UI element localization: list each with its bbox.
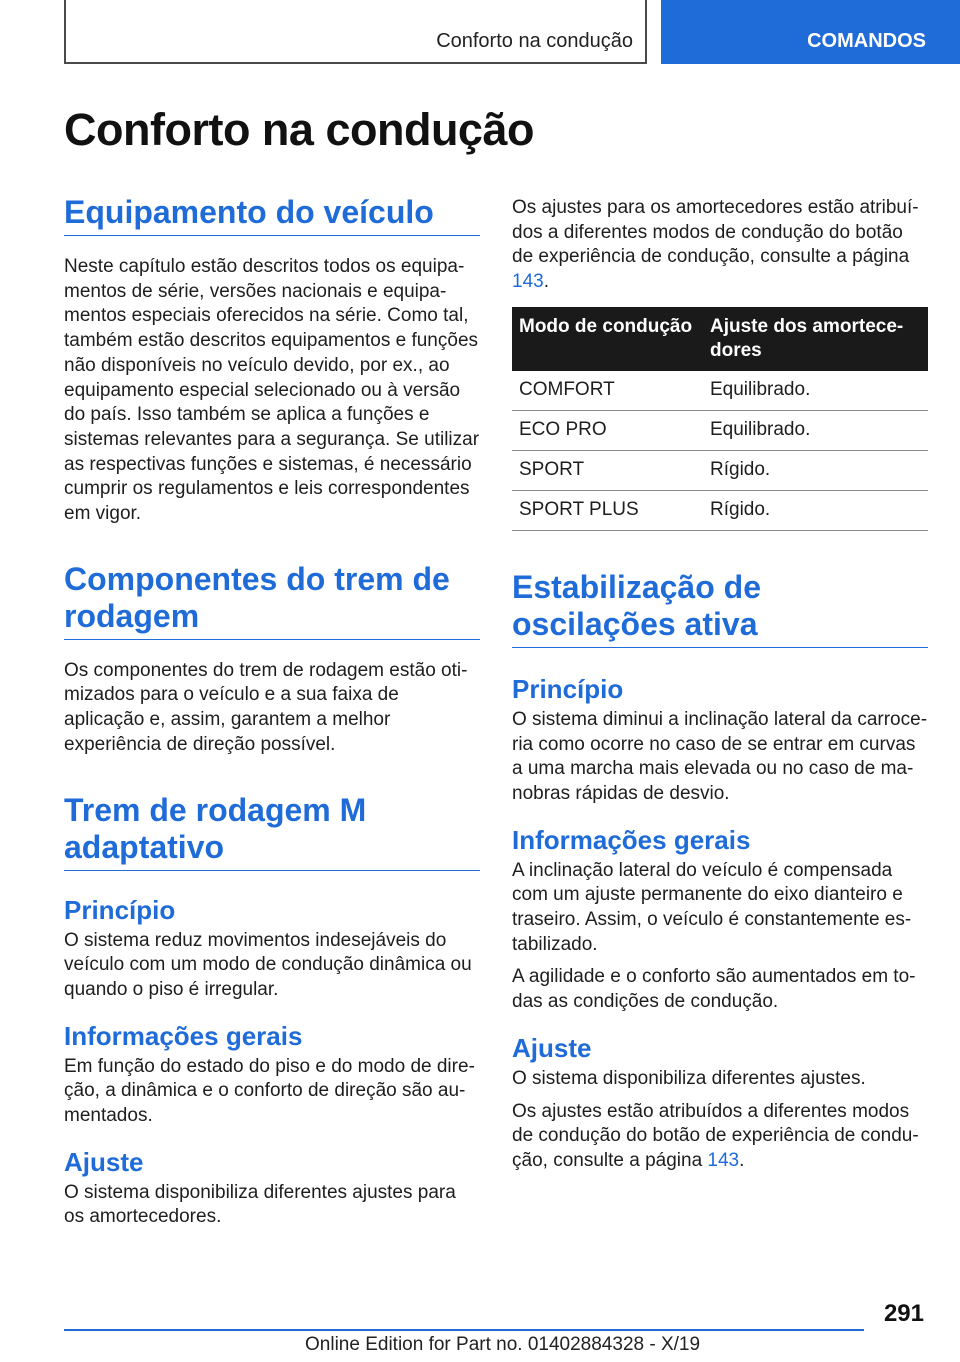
table-header-mode: Modo de condução xyxy=(512,307,703,371)
text-damper-intro xyxy=(512,196,928,295)
subheading-adjustment: Ajuste xyxy=(64,1146,144,1177)
section-text-equipment: Neste capítulo estão descritos todos os equipamentos de série, versões nacionais e equipamentos especiais oferecidos na série. Como tal, também estão descritos equipamentos e funções não disponíveis no veículo devido, por ex., ao equipamento especial selecionado ou à versão do país. Isso também se aplica a funções e sistemas relevantes para a segurança. Se utilizar as respectivas funções e sistemas, é necessário cumprir os regulamentos e leis correspondentes em vigor. xyxy=(64,256,480,525)
table-cell-setting: Equilibrado. xyxy=(703,410,928,450)
table-cell-setting: Rígido. xyxy=(703,450,928,490)
footer-edition: Online Edition for Part no. 01402884328 - X/19 xyxy=(305,1334,701,1355)
table-cell-mode: SPORT xyxy=(512,450,703,490)
page-link-143[interactable]: 143 xyxy=(707,1149,740,1171)
section-text-chassis-components: Os componentes do trem de rodagem estão otimizados para o veículo e a sua faixa de aplicação e, assim, garantem a melhor experiência de direção possível. xyxy=(64,659,468,755)
damper-intro-end: . xyxy=(543,271,549,293)
header-section-tab xyxy=(64,0,647,64)
subheading-general-info: Informações gerais xyxy=(64,1020,303,1051)
subheading-adjustment: Ajuste xyxy=(512,1032,592,1063)
section-heading-chassis-components: Componentes do trem de rodagem xyxy=(64,561,480,640)
header-section-title: Conforto na condução xyxy=(436,30,633,52)
section-heading-adaptive-suspension: Trem de rodagem M adaptativo xyxy=(64,792,480,871)
section-heading-equipment: Equipamento do veículo xyxy=(64,194,480,236)
table-cell-mode: ECO PRO xyxy=(512,410,703,450)
table-row xyxy=(512,371,928,411)
footer-divider xyxy=(64,1329,864,1331)
subheading-principle: Princípio xyxy=(512,673,624,704)
text-general-info-2: A agilidade e o conforto são aumentados em todas as condições de condução. xyxy=(512,966,916,1013)
table-header-row xyxy=(512,307,928,371)
text-adjustment-1: O sistema disponibiliza diferentes ajustes. xyxy=(512,1067,866,1089)
text-general-info: Em função do estado do piso e do modo de direção, a dinâmica e o conforto de direção são aumentados. xyxy=(64,1055,475,1127)
table-cell-setting: Rígido. xyxy=(703,490,928,530)
page-title: Conforto na condução xyxy=(64,104,534,155)
table-cell-setting: Equilibrado. xyxy=(703,371,928,411)
adjustment-end: . xyxy=(739,1149,745,1171)
table-row xyxy=(512,410,928,450)
table-row xyxy=(512,490,928,530)
right-column xyxy=(512,190,928,1174)
table-cell-mode: COMFORT xyxy=(512,371,703,411)
text-adjustment-2 xyxy=(512,1100,928,1174)
text-principle: O sistema diminui a inclinação lateral da carroceria como ocorre no caso de se entrar em curvas a uma marcha mais elevada ou no caso de manobras rápidas de desvio. xyxy=(512,708,928,804)
text-principle: O sistema reduz movimentos indesejáveis do veículo com um modo de condução dinâmica ou quando o piso é irregular. xyxy=(64,929,472,1000)
table-header-damper: Ajuste dos amortecedores xyxy=(703,307,928,371)
section-heading-active-roll-stabilization: Estabilização de oscilações ativa xyxy=(512,569,928,648)
table-cell-mode: SPORT PLUS xyxy=(512,490,703,530)
text-adjustment: O sistema disponibiliza diferentes ajustes para os amortecedores. xyxy=(64,1181,456,1228)
text-general-info-1: A inclinação lateral do veículo é compensada com um ajuste permanente do eixo dianteiro e traseiro. Assim, o veículo é constantemente estabilizado. xyxy=(512,859,912,955)
subheading-principle: Princípio xyxy=(64,894,176,925)
subheading-general-info: Informações gerais xyxy=(512,824,751,855)
left-column xyxy=(64,190,480,1230)
damper-intro-text: Os ajustes para os amortecedores estão atribuídos a diferentes modos de condução do botão de experiência de condução, consulte a página xyxy=(512,197,919,268)
page-link-143[interactable]: 143 xyxy=(512,271,544,293)
damper-settings-table xyxy=(512,307,928,531)
adjustment-text: Os ajustes estão atribuídos a diferentes modos de condução do botão de experiência de condução, consulte a página xyxy=(512,1100,919,1171)
header-chapter-tab[interactable] xyxy=(661,0,960,64)
header-chapter-title: COMANDOS xyxy=(807,30,926,52)
table-row xyxy=(512,450,928,490)
page-number: 291 xyxy=(883,1300,924,1327)
